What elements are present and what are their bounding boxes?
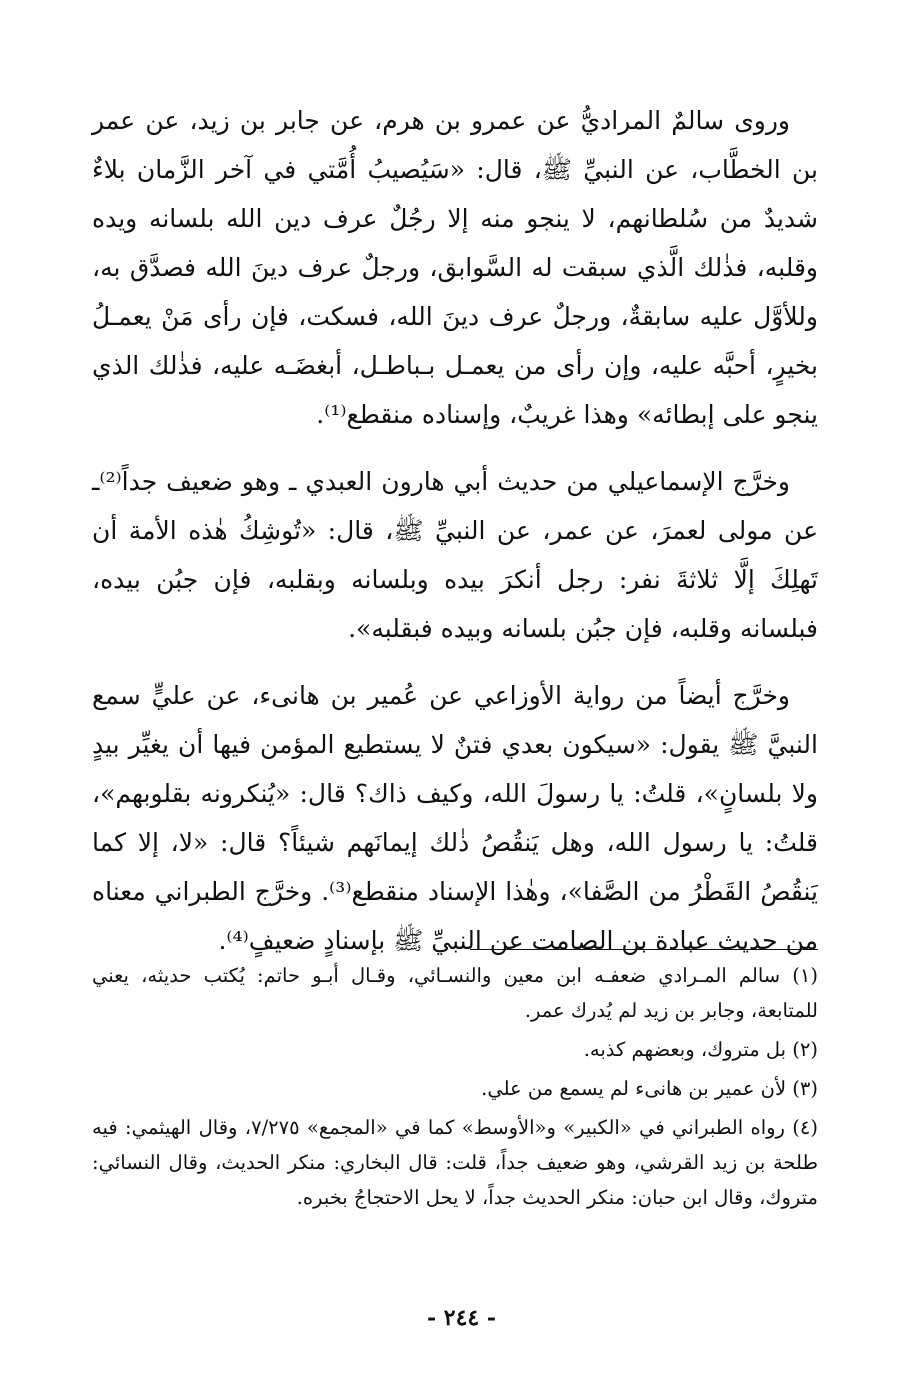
footnote-divider — [470, 949, 818, 950]
footnote-4: (٤) رواه الطبراني في «الكبير» و«الأوسط» كما في «المجمع» ٧/٢٧٥، وقال الهيثمي: فيه طلحة بن زيد القرشي، وهو ضعيف جداً، قلت: قال البخاري: منكر الحديث، وقال النسائي: متروك، وقال ابن حبان: منكر الحديث جداً، لا يحل الاحتجاجُ بخبره. — [92, 1116, 818, 1209]
footnote-2: (٢) بل متروك، وبعضهم كذبه. — [583, 1038, 818, 1061]
footnotes — [92, 958, 818, 1215]
footnote-1: (١) سالم المـرادي ضعفـه ابن معين والنسـائي، وقـال أبـو حاتم: يُكتب حديثه، يعني للمتابعة، وجابر بن زيد لم يُدرك عمر. — [92, 964, 818, 1022]
main-text — [92, 96, 818, 965]
paragraph-3: وخرَّج أيضاً من رواية الأوزاعي عن عُمير بن هانىء، عن عليٍّ سمع النبيَّ ﷺ يقول: «سيكون بعدي فتنٌ لا يستطيع المؤمن فيها أن يغيِّر بيدٍ ولا بلسانٍ»، قلتُ: يا رسولَ الله، وكيف ذاك؟ قال: «يُنكرونه بقلوبهم»، قلتُ: يا رسول الله، وهل يَنقُصُ ذٰلك إيمانَهم شيئاً؟ قال: «لا، إلا كما يَنقُصُ القَطْرُ من الصَّفا»، وهٰذا الإسناد منقطع⁽³⁾. وخرَّج الطبراني معناه من حديث عبادة بن الصامت عن النبيِّ ﷺ بإسنادٍ ضعيفٍ⁽⁴⁾. — [92, 681, 818, 955]
footnote-3: (٣) لأن عمير بن هانىء لم يسمع من علي. — [481, 1077, 818, 1100]
paragraph-1: وروى سالمٌ المراديُّ عن عمرو بن هرم، عن جابر بن زيد، عن عمر بن الخطَّاب، عن النبيِّ ﷺ، قال: «سَيُصيبُ أُمَّتي في آخر الزَّمان بلاءٌ شديدٌ من سُلطانهم، لا ينجو منه إلا رجُلٌ عرف دين الله بلسانه ويده وقلبه، فذٰلك الَّذي سبقت له السَّوابق، ورجلٌ عرف دينَ الله فصدَّق به، وللأوَّل عليه سابقةٌ، ورجلٌ عرف دينَ الله، فسكت، فإن رأى مَنْ يعمـلُ بخيرٍ، أحبَّه عليه، وإن رأى من يعمـل بـباطـل، أبغضَـه عليه، فذٰلك الذي ينجو على إبطائه» وهذا غريبٌ، وإسناده منقطع⁽¹⁾. — [92, 106, 818, 429]
paragraph-2: وخرَّج الإسماعيلي من حديث أبي هارون العبدي ـ وهو ضعيف جداً⁽²⁾ـ عن مولى لعمرَ، عن عمر، عن النبيِّ ﷺ، قال: «تُوشِكُ هٰذه الأمة أن تَهلِكَ إلَّا ثلاثةَ نفر: رجل أنكرَ بيده وبلسانه وبقلبه، فإن جبُن بيده، فبلسانه وقلبه، فإن جبُن بلسانه وبيده فبقلبه». — [92, 467, 818, 643]
page-number: - ٢٤٤ - — [426, 1305, 497, 1331]
